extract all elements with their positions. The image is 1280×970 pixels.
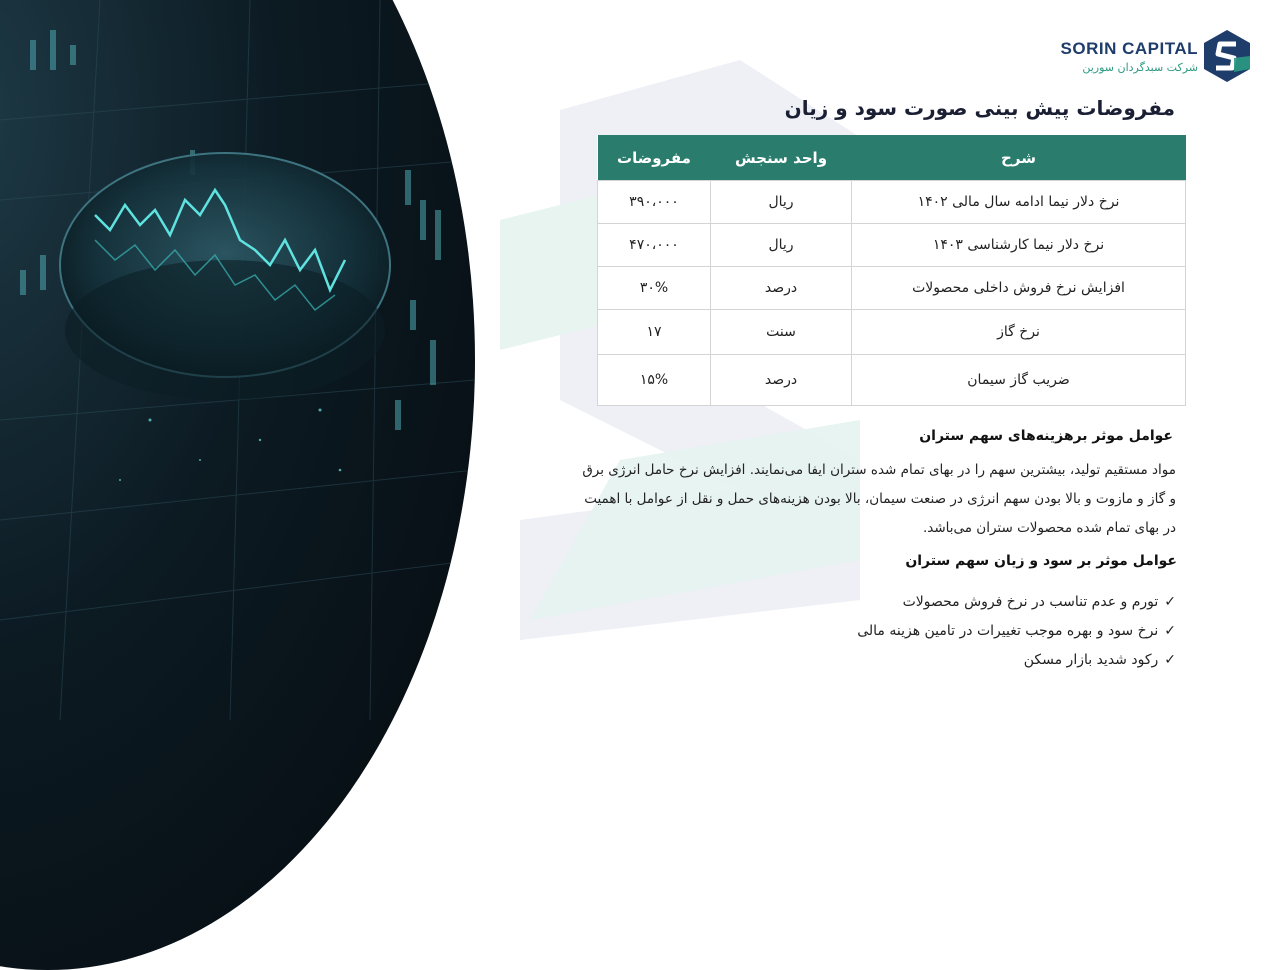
paragraph-line: مواد مستقیم تولید، بیشترین سهم را در بهای تمام شده ستران ایفا می‌نمایند. افزایش نرخ حامل انرژی برق	[582, 462, 1176, 478]
profit-factors-list-wrap	[857, 588, 1176, 675]
list-item: ✓تورم و عدم تناسب در نرخ فروش محصولات	[902, 594, 1176, 610]
table-row	[598, 224, 1186, 267]
section-profit-factors	[905, 553, 1177, 569]
header-assumption: مفروضات	[598, 135, 711, 181]
hero-image	[0, 0, 475, 970]
check-icon: ✓	[1164, 652, 1176, 668]
check-icon: ✓	[1164, 594, 1176, 610]
cell-value: ۳۹۰،۰۰۰	[598, 181, 711, 224]
cell-unit: ریال	[711, 181, 852, 224]
list-item: ✓نرخ سود و بهره موجب تغییرات در تامین هزینه مالی	[857, 623, 1176, 639]
header-unit: واحد سنجش	[711, 135, 852, 181]
cost-factors-paragraph	[535, 456, 1176, 543]
section-cost-factors	[919, 428, 1173, 444]
cell-description: نرخ دلار نیما ادامه سال مالی ۱۴۰۲	[852, 181, 1186, 224]
cell-unit: ریال	[711, 224, 852, 267]
brand-name: SORIN CAPITAL	[1060, 38, 1198, 58]
profit-factors-list	[857, 588, 1176, 675]
cell-description: افزایش نرخ فروش داخلی محصولات	[852, 267, 1186, 310]
table-row	[598, 310, 1186, 355]
brand-subtitle: شرکت سبدگردان سورین	[1082, 60, 1198, 74]
cell-unit: درصد	[711, 267, 852, 310]
cell-description: نرخ گاز	[852, 310, 1186, 355]
cell-description: ضریب گاز سیمان	[852, 355, 1186, 406]
check-icon: ✓	[1164, 623, 1176, 639]
table-row	[598, 267, 1186, 310]
cell-unit: درصد	[711, 355, 852, 406]
cell-value: ۳۰%	[598, 267, 711, 310]
table-header-row	[598, 135, 1186, 181]
assumptions-table	[597, 135, 1186, 406]
brand-logo	[1061, 30, 1250, 82]
list-item: ✓رکود شدید بازار مسکن	[1023, 652, 1176, 668]
cell-description: نرخ دلار نیما کارشناسی ۱۴۰۳	[852, 224, 1186, 267]
header-description: شرح	[852, 135, 1186, 181]
sorin-logo-icon	[1204, 30, 1250, 82]
section-heading: عوامل موثر بر سود و زیان سهم ستران	[905, 553, 1177, 569]
cell-unit: سنت	[711, 310, 852, 355]
paragraph-line: در بهای تمام شده محصولات ستران می‌باشد.	[922, 520, 1176, 536]
cell-value: ۱۵%	[598, 355, 711, 406]
section-heading: عوامل موثر برهزینه‌های سهم ستران	[919, 428, 1173, 444]
table-row	[598, 181, 1186, 224]
page-title: مفروضات پیش بینی صورت سود و زیان	[784, 96, 1175, 120]
cell-value: ۱۷	[598, 310, 711, 355]
market-chart-illustration	[0, 0, 475, 720]
cell-value: ۴۷۰،۰۰۰	[598, 224, 711, 267]
paragraph-line: و گاز و مازوت و بالا بودن سهم انرژی در صنعت سیمان، بالا بودن هزینه‌های حمل و نقل از عوامل با اهمیت	[584, 491, 1176, 507]
table-row	[598, 355, 1186, 406]
